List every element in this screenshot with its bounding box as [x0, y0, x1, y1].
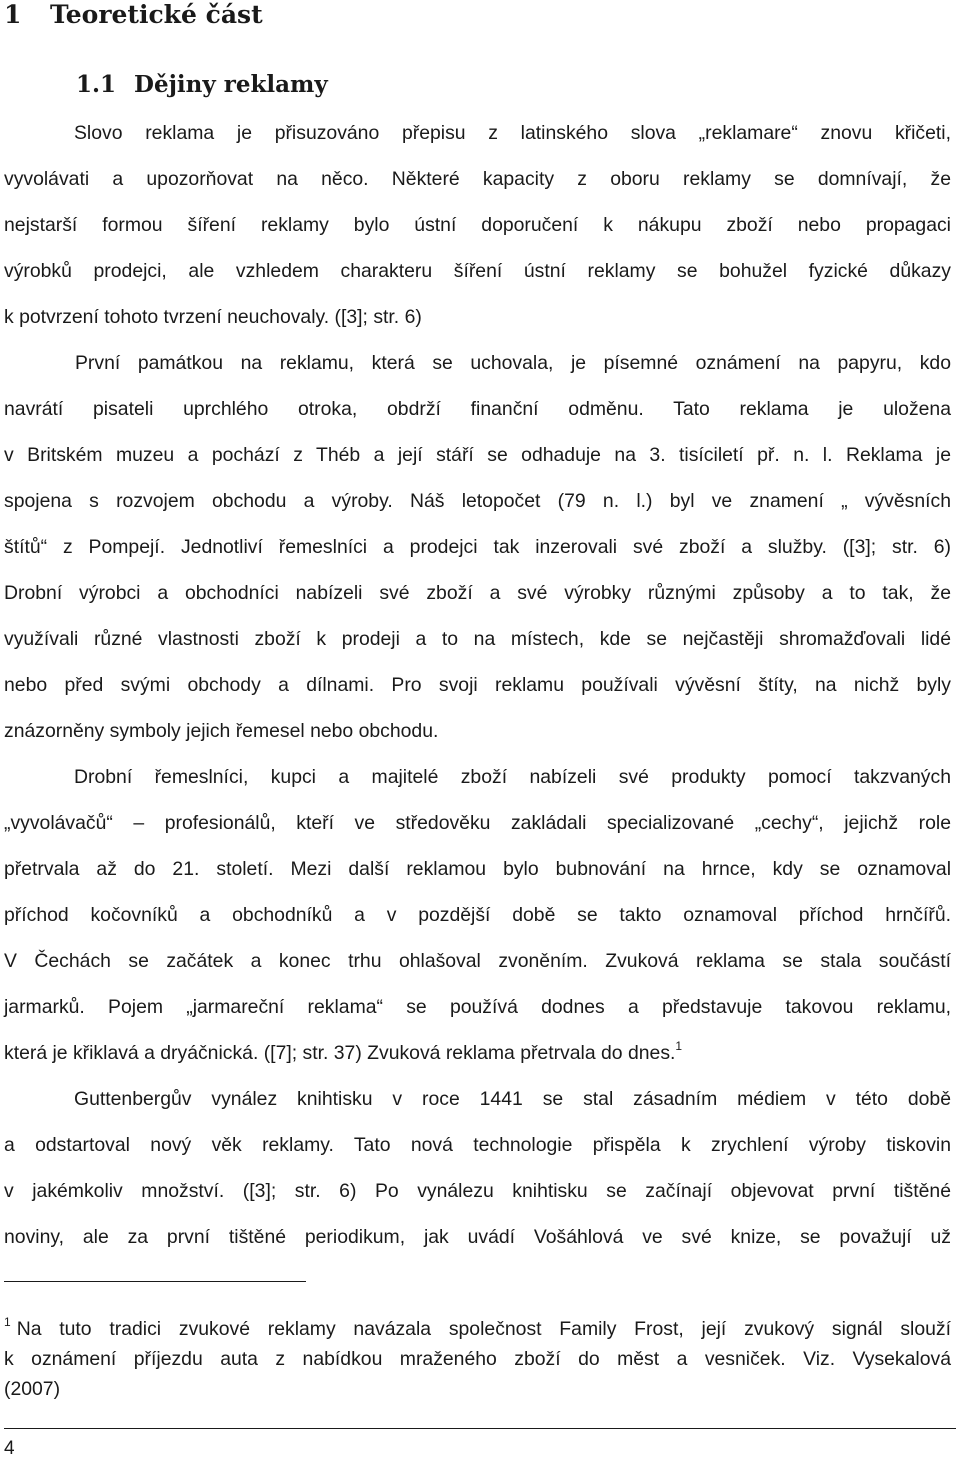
text-line: „vyvolávačů“ – profesionálů, kteří ve středověku zakládali specializované „cechy“, jejichž role	[4, 812, 951, 834]
text-line: v jakémkoliv množství. ([3]; str. 6) Po vynálezu knihtisku se začínají objevovat první tištěné	[4, 1180, 951, 1202]
text-line: Drobní řemeslníci, kupci a majitelé zboží nabízeli své produkty pomocí takzvaných	[74, 766, 951, 788]
section-title: Dějiny reklamy	[134, 71, 328, 98]
text-line: noviny, ale za první tištěné periodikum, jak uvádí Vošáhlová ve své knize, se považují už	[4, 1226, 951, 1248]
text-line: výrobků prodejci, ale vzhledem charakteru šíření ústní reklamy se bohužel fyzické důkazy	[4, 260, 951, 282]
text-line-content: která je křiklavá a dryáčnická. ([7]; str. 37) Zvuková reklama přetrvala do dnes.	[4, 1042, 676, 1064]
paragraph-2	[4, 340, 951, 754]
text-line: přetrvala až do 21. století. Mezi další reklamou bylo bubnování na hrnce, kdy se oznamoval	[4, 858, 951, 880]
footnote	[4, 1314, 951, 1404]
chapter-number: 1	[4, 0, 22, 29]
text-line: a odstartoval nový věk reklamy. Tato nová technologie přispěla k zrychlení výroby tiskovin	[4, 1134, 951, 1156]
text-line: Guttenbergův vynález knihtisku v roce 1441 se stal zásadním médiem v této době	[74, 1088, 951, 1110]
footnote-line: k oznámení příjezdu auta z nabídkou mraženého zboží do měst a vesniček. Viz. Vysekalová	[4, 1348, 951, 1370]
text-line: První památkou na reklamu, která se uchovala, je písemné oznámení na papyru, kdo	[75, 352, 951, 374]
paragraph-4	[4, 1076, 951, 1260]
text-line: Drobní výrobci a obchodníci nabízeli své zboží a své výrobky různými způsoby a to tak, že	[4, 582, 951, 604]
text-line: Slovo reklama je přisuzováno přepisu z latinského slova „reklamare“ znovu křičeti,	[74, 122, 951, 144]
footnote-line: (2007)	[4, 1378, 61, 1400]
text-line: v Britském muzeu a pochází z Théb a její stáří se odhaduje na 3. tisíciletí př. n. l. Reklama je	[4, 444, 951, 466]
section-number: 1.1	[76, 71, 117, 98]
text-line: navrátí pisateli uprchlého otroka, obdrží finanční odměnu. Tato reklama je uložena	[4, 398, 951, 420]
text-line: k potvrzení tohoto tvrzení neuchovaly. ([3]; str. 6)	[4, 306, 422, 328]
paragraph-1	[4, 110, 951, 340]
page-number: 4	[4, 1438, 15, 1459]
text-line: nejstarší formou šíření reklamy bylo ústní doporučení k nákupu zboží nebo propagaci	[4, 214, 951, 236]
text-line: V Čechách se začátek a konec trhu ohlašoval zvoněním. Zvuková reklama se stala součástí	[4, 950, 951, 972]
section-heading	[76, 70, 328, 100]
footnote-reference: 1	[675, 1039, 683, 1053]
chapter-title: Teoretické část	[50, 0, 263, 29]
chapter-heading	[4, 0, 263, 30]
footnote-line	[4, 1314, 951, 1344]
footnote-separator	[4, 1281, 306, 1282]
text-line: znázorněny symboly jejich řemesel nebo obchodu.	[4, 720, 439, 742]
text-line: spojena s rozvojem obchodu a výroby. Náš letopočet (79 n. l.) byl ve znamení „ vývěsních	[4, 490, 951, 512]
footnote-line-text: Na tuto tradici zvukové reklamy navázala společnost Family Frost, její zvukový signál slouží	[16, 1318, 951, 1340]
text-line: štítů“ z Pompejí. Jednotliví řemeslníci a prodejci tak inzerovali své zboží a služby. ([3]; str. 6)	[4, 536, 951, 558]
text-line: vyvolávati a upozorňovat na něco. Některé kapacity z oboru reklamy se domnívají, že	[4, 168, 951, 190]
footnote-marker: 1	[4, 1315, 11, 1329]
text-line: využívali různé vlastnosti zboží k prodeji a to na místech, kde se nejčastěji shromažďovali lidé	[4, 628, 951, 650]
text-line: nebo před svými obchody a dílnami. Pro svoji reklamu používali vývěsní štíty, na nichž byly	[4, 674, 951, 696]
page-footer-rule	[4, 1428, 956, 1429]
text-line: jarmarků. Pojem „jarmareční reklama“ se používá dodnes a představuje takovou reklamu,	[4, 996, 951, 1018]
text-line: příchod kočovníků a obchodníků a v pozdější době se takto oznamoval příchod hrnčířů.	[4, 904, 951, 926]
paragraph-3	[4, 754, 951, 1076]
text-line	[4, 1030, 951, 1076]
